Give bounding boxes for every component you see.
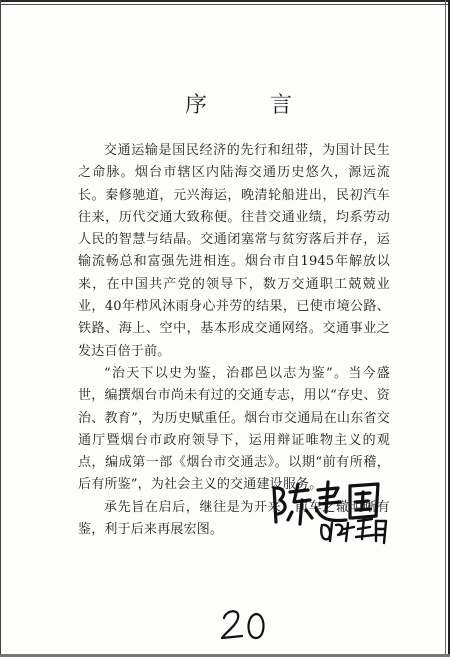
handwritten-date — [318, 513, 388, 547]
paragraph-2: “治天下以史为鉴，治郡邑以志为鉴”。当今盛世，编撰烟台市尚未有过的交通专志，用以“存史、资治、教育”，为历史赋重任。烟台市交通局在山东省交通厅暨烟台市政府领导下，运用辩证唯物主义的观点，编成第一部《烟台市交通志》。以期“前有所稽，后有所鉴”，为社会主义的交通建设服务。 — [78, 365, 390, 493]
paragraph-3: 承先旨在启后，继往是为开来，前车之辙明晰有鉴，利于后来再展宏图。 — [78, 499, 390, 538]
page-title: 序 言 — [185, 93, 320, 118]
scan-border-top — [0, 0, 450, 10]
scan-border-left — [0, 0, 4, 657]
handwritten-page-number — [214, 604, 274, 644]
scan-border-right — [443, 0, 450, 657]
paragraph-1: 交通运输是国民经济的先行和纽带，为国计民生之命脉。烟台市辖区内陆海交通历史悠久，源远流长。秦修驰道，元兴海运，晚清轮船进出，民初汽车往来，历代交通大致称便。往昔交通业绩，均系劳动人民的智慧与结晶。交通闭塞常与贫穷落后并存，运输流畅总和富强先进相连。烟台市自1945年解放以来，在中国共产党的领导下，数万交通职工兢兢业业，40年栉风沐雨身心并劳的结果，已使市境公路、铁路、海上、空中，基本形成交通网络。交通事业之发达百倍于前。 — [78, 143, 390, 359]
